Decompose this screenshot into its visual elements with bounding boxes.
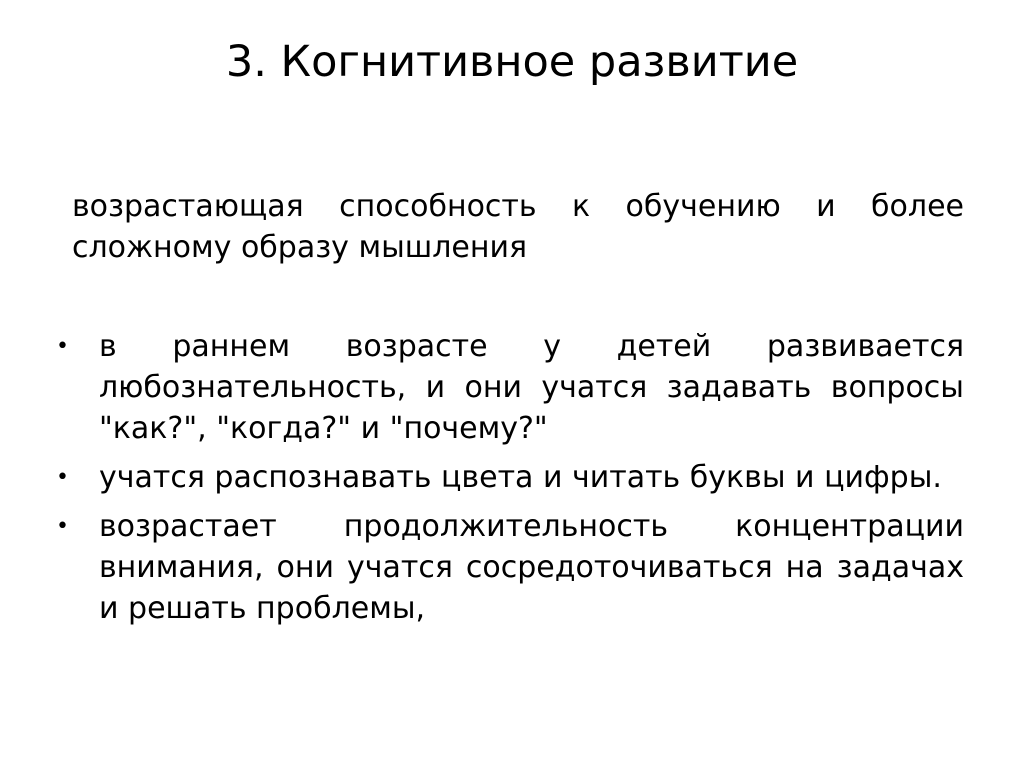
bullet-icon: •	[56, 465, 69, 490]
bullet-text: учатся распознавать цвета и читать буквы и цифры.	[99, 460, 942, 495]
bullet-list	[56, 326, 964, 637]
bullet-text: возрастает продолжительность концентрации внимания, они учатся сосредоточиваться на задачах и решать проблемы,	[99, 509, 964, 626]
bullet-icon: •	[56, 514, 69, 539]
bullet-item	[56, 457, 964, 498]
bullet-text: в раннем возрасте у детей развивается любознательность, и они учатся задавать вопросы "как?", "когда?" и "почему?"	[99, 329, 964, 446]
bullet-icon: •	[56, 334, 69, 359]
slide-title: 3. Когнитивное развитие	[225, 37, 799, 87]
bullet-item	[56, 506, 964, 629]
bullet-item	[56, 326, 964, 449]
intro-text: возрастающая способность к обучению и более сложному образу мышления	[72, 189, 964, 265]
